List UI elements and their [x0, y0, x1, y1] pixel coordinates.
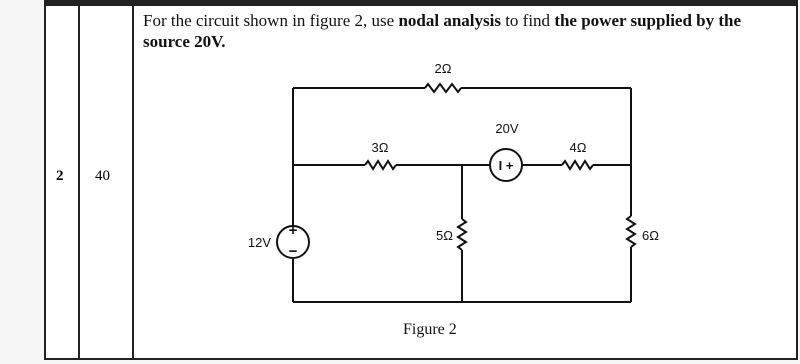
resistor-5ohm [458, 219, 466, 250]
question-text-bold1: nodal analysis [398, 11, 501, 30]
resistor-2ohm [425, 84, 461, 92]
label-6ohm: 6Ω [642, 228, 659, 243]
source-12v-plus: + [288, 222, 298, 239]
label-20v: 20V [495, 121, 519, 136]
resistor-3ohm [365, 161, 396, 169]
resistor-6ohm [627, 216, 635, 247]
label-3ohm: 3Ω [371, 140, 389, 155]
label-5ohm: 5Ω [436, 228, 453, 243]
label-2ohm: 2Ω [434, 61, 452, 76]
resistor-4ohm [562, 161, 593, 169]
label-12v: 12V [247, 235, 271, 250]
row-marks: 40 [95, 168, 110, 184]
label-4ohm: 4Ω [569, 140, 587, 155]
source-20v-polarity: I + [498, 158, 514, 173]
figure-caption: Figure 2 [403, 321, 457, 338]
row-index: 2 [56, 168, 64, 184]
question-text-bold2: the power supplied by the source 20V. [143, 11, 742, 51]
question-text-part1: For the circuit shown in figure 2, use [143, 11, 399, 30]
source-12v-minus: − [288, 243, 298, 260]
question-text-part2: to find [500, 11, 555, 30]
